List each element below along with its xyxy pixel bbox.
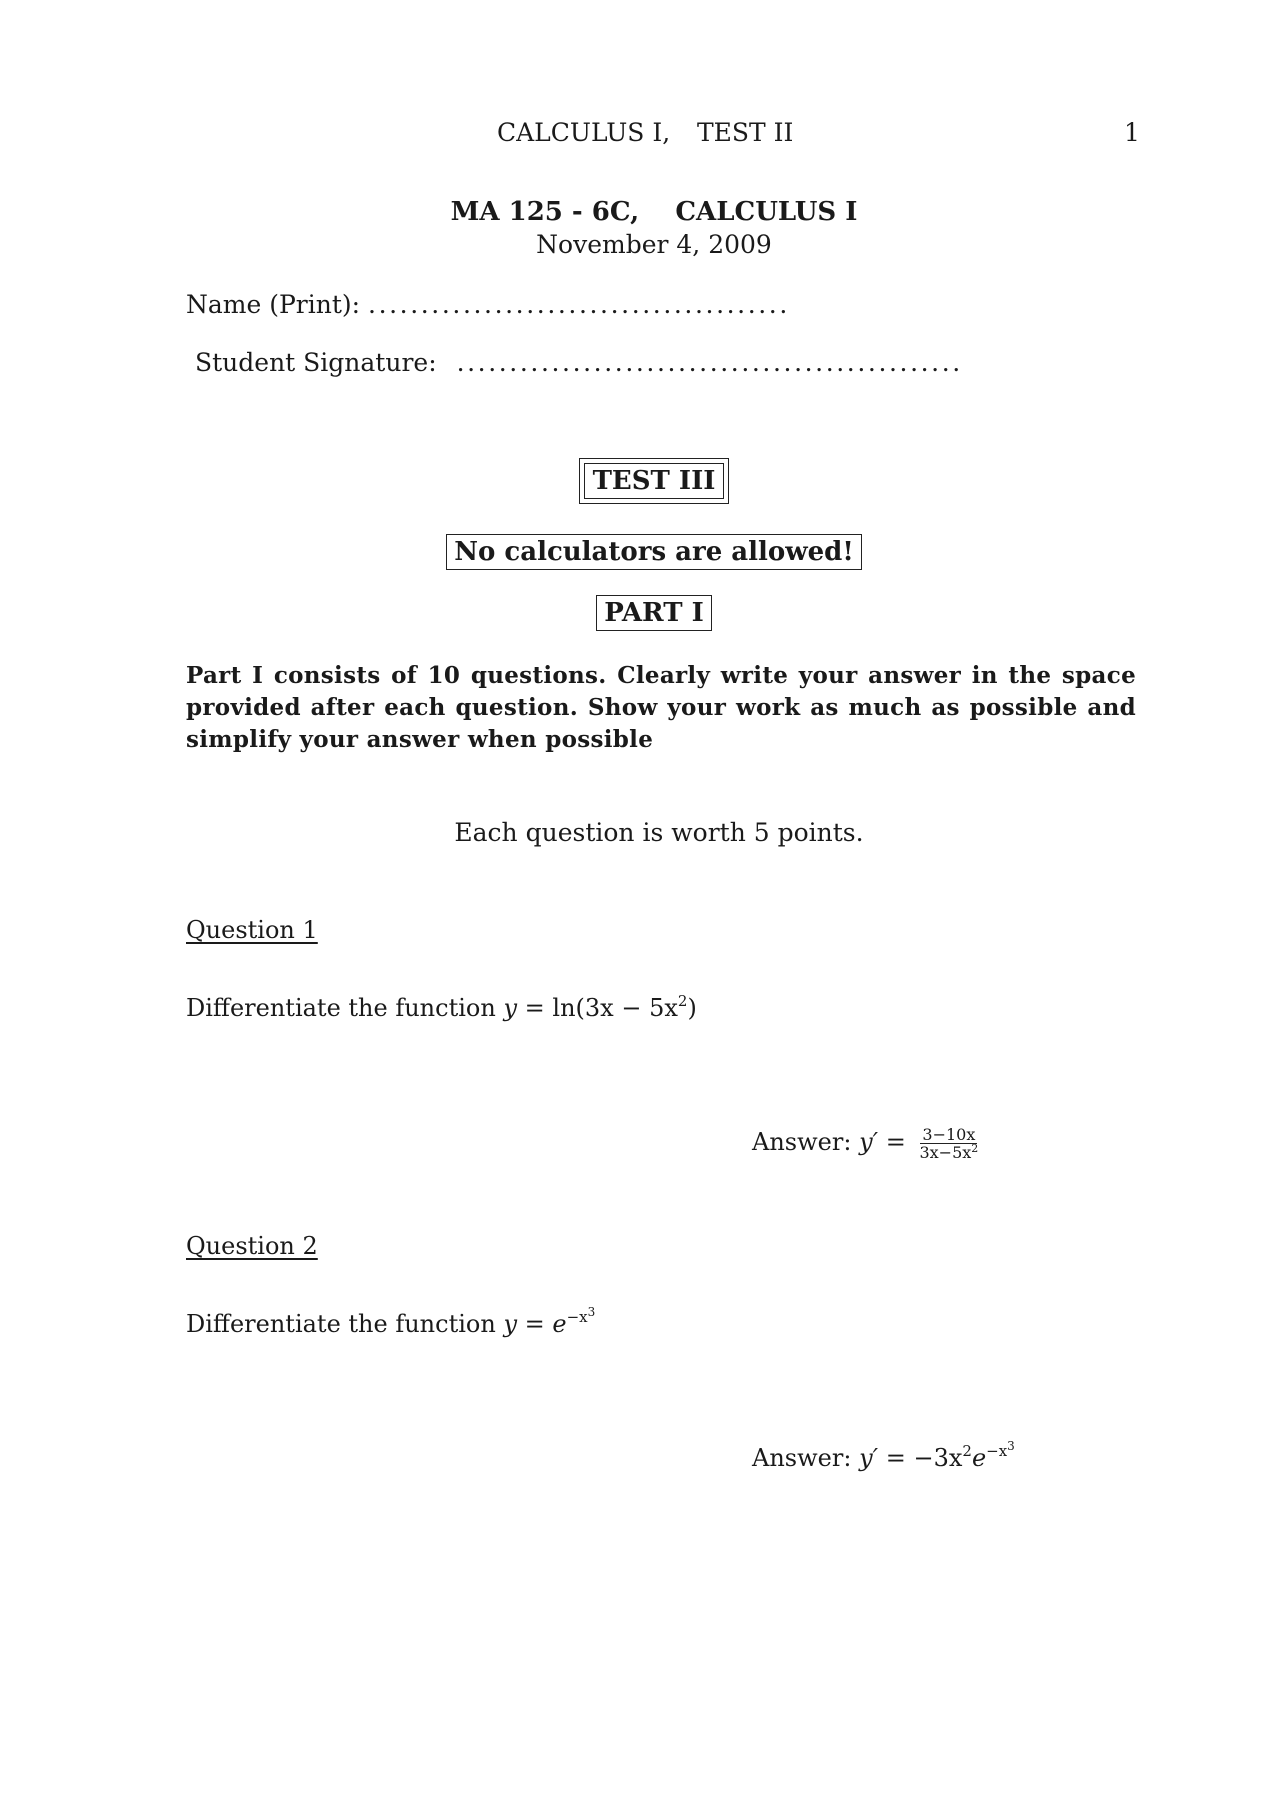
part-box [0,595,1280,631]
q2-exp [566,1305,596,1326]
q1-body: ln(3x − 5x [552,994,678,1022]
question-1-answer [752,1126,980,1161]
question-2-prompt [186,1305,596,1338]
signature-dots: ................................................ [456,348,963,377]
q1-lhs: y [503,994,518,1022]
q2-answer-exp [986,1439,1015,1460]
q2-answer-label: Answer: [752,1444,852,1472]
header-course: CALCULUS I, [497,118,671,147]
question-1-prompt [186,994,697,1022]
exam-date: November 4, 2009 [536,230,772,259]
question-2-answer [752,1439,1015,1472]
course-title: MA 125 - 6C, CALCULUS I [450,197,858,227]
test-label: TEST III [584,463,725,499]
q2-lhs: y [503,1310,518,1338]
question-2-text: Differentiate the function [186,1310,496,1338]
test-box [0,458,1280,504]
q2-base: e [552,1310,567,1338]
calculator-notice: No calculators are allowed! [446,534,862,570]
q1-answer-fraction [917,1126,980,1161]
q1-answer-numerator: 3−10x [922,1125,976,1144]
question-2-label: Question 2 [186,1232,318,1260]
q2-answer-exp-text: −x [986,1442,1008,1460]
q2-answer-coef: −3x [913,1444,963,1472]
part-label: PART I [596,595,712,631]
page-number: 1 [1124,118,1140,147]
name-dots: ........................................ [368,290,790,319]
q1-exp: 2 [677,992,688,1010]
q1-answer-eq: = [885,1128,906,1156]
calculator-box [0,534,1280,570]
q1-answer-label: Answer: [752,1128,852,1156]
q1-den-exp: 2 [971,1142,979,1155]
name-label: Name (Print): [186,290,361,319]
q1-den-base: 3x−5x [919,1143,972,1162]
question-1-label: Question 1 [186,916,318,944]
q1-close: ) [687,994,697,1022]
q1-answer-denominator [917,1144,980,1161]
q2-exp-exp: 3 [587,1305,596,1319]
q2-answer-base: e [971,1444,987,1472]
test-box-outer [579,458,730,504]
q2-answer-coef-exp: 2 [962,1442,972,1460]
q2-eq: = [524,1310,545,1338]
header-test: TEST II [697,118,794,147]
q2-answer-eq: = [885,1444,906,1472]
q2-answer-exp-exp: 3 [1007,1439,1015,1453]
signature-field [195,348,963,377]
signature-label: Student Signature: [195,348,437,377]
q2-answer-lhs: y′ [859,1444,879,1472]
q1-eq: = [524,994,545,1022]
q2-exp-text: −x [566,1308,588,1326]
name-field [186,290,790,319]
instructions: Part I consists of 10 questions. Clearly write your answer in the space provided after each question. Show your work as much as possible and simplify your answer when possible [186,662,1136,753]
points-note: Each question is worth 5 points. [454,818,864,847]
q1-answer-lhs: y′ [859,1128,879,1156]
question-1-text: Differentiate the function [186,994,496,1022]
